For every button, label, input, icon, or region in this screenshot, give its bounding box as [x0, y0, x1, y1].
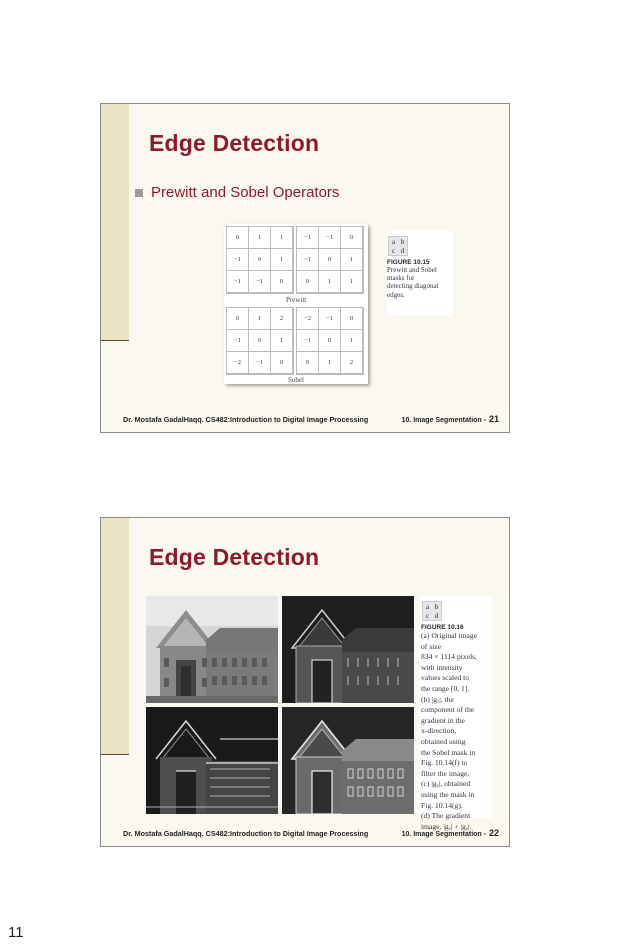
footer-author-course: Dr. Mostafa GadalHaqq. CS482:Introduction to Digital Image Processing	[123, 415, 369, 424]
mask-cell: −1	[249, 271, 271, 293]
caption-line: image, |gₓ| + |gᵧ|.	[421, 821, 472, 831]
mask-cell: −1	[319, 227, 341, 249]
slide-22	[100, 517, 510, 847]
square-bullet-icon	[135, 189, 143, 197]
prewitt-mask-right	[296, 226, 364, 294]
building-photo-gx	[282, 596, 414, 703]
mask-cell: −2	[297, 308, 319, 330]
slide-number: 21	[488, 414, 499, 424]
caption-line: Fig. 10.14(f) to	[421, 758, 468, 768]
panel-letter: c	[391, 246, 396, 255]
mask-cell: 0	[297, 271, 319, 293]
handout-page-number: 11	[8, 924, 24, 941]
mask-cell: 1	[341, 249, 363, 271]
mask-figure-panel	[224, 224, 368, 384]
mask-cell: 1	[319, 352, 341, 374]
footer-section-text: 10. Image Segmentation -	[401, 417, 486, 424]
mask-cell: 0	[249, 249, 271, 271]
caption-line: detecting diagonal	[387, 282, 439, 291]
mask-cell: −1	[249, 352, 271, 374]
caption-line: gradient in the	[421, 715, 465, 725]
building-photo-gradient	[282, 707, 414, 814]
mask-cell: 1	[341, 271, 363, 293]
mask-cell: 1	[271, 227, 293, 249]
prewitt-label: Prewitt	[286, 296, 307, 304]
slide-sidebar	[101, 104, 129, 340]
footer-section	[402, 414, 499, 424]
sobel-mask-right	[296, 307, 364, 375]
mask-cell: 0	[341, 308, 363, 330]
mask-cell: 1	[249, 227, 271, 249]
caption-line: (b) |gₓ|, the	[421, 694, 454, 704]
caption-line: (c) |gᵧ|, obtained	[421, 779, 471, 789]
figure-panel-letters	[388, 236, 408, 256]
slide-21	[100, 103, 510, 433]
panel-letter: d	[400, 246, 405, 255]
caption-line: component of the	[421, 705, 475, 715]
panel-letter: d	[434, 611, 439, 620]
caption-line: the Sobel mask in	[421, 747, 476, 757]
mask-cell: 0	[227, 308, 249, 330]
caption-line: x-direction,	[421, 726, 457, 736]
figure-caption	[420, 596, 492, 831]
mask-cell: 0	[341, 227, 363, 249]
slide-title: Edge Detection	[149, 130, 320, 156]
mask-cell: 1	[319, 271, 341, 293]
mask-cell: 0	[227, 227, 249, 249]
caption-line: (a) Original image	[421, 631, 478, 640]
mask-cell: 0	[319, 330, 341, 352]
caption-line: of size	[421, 641, 442, 651]
building-original-image	[146, 596, 278, 703]
building-photo-gy	[146, 707, 278, 814]
sidebar-divider	[101, 754, 129, 755]
caption-line: Prewitt and Sobel	[387, 266, 437, 274]
figure-caption-text	[387, 266, 453, 299]
building-photo-original	[146, 596, 278, 703]
sidebar-divider	[101, 340, 129, 341]
mask-cell: −2	[227, 352, 249, 374]
building-gy-image	[146, 707, 278, 814]
mask-cell: −1	[297, 249, 319, 271]
building-gradient-image	[282, 707, 414, 814]
caption-line: masks for	[387, 274, 415, 283]
mask-cell: 0	[271, 271, 293, 293]
panel-letter: b	[434, 602, 439, 611]
footer-section-text: 10. Image Segmentation -	[401, 831, 486, 838]
caption-line: 834 × 1114 pixels,	[421, 652, 478, 662]
caption-line: edges.	[387, 290, 405, 299]
footer-author-course: Dr. Mostafa GadalHaqq. CS482:Introduction to Digital Image Processing	[123, 829, 369, 838]
slide-title: Edge Detection	[149, 544, 320, 570]
caption-line: obtained using	[421, 736, 466, 746]
slide-number: 22	[488, 828, 499, 838]
panel-letter: a	[391, 237, 396, 246]
caption-line: using the mask in	[421, 789, 475, 799]
mask-cell: 2	[341, 352, 363, 374]
mask-cell: −1	[297, 227, 319, 249]
footer-section	[402, 828, 499, 838]
sobel-label: Sobel	[288, 376, 304, 384]
mask-cell: 0	[297, 352, 319, 374]
figure-panel-letters	[422, 601, 442, 621]
mask-cell: −1	[227, 271, 249, 293]
figure-title: FIGURE 10.16	[421, 624, 464, 631]
panel-letter: a	[425, 602, 430, 611]
mask-cell: 2	[271, 308, 293, 330]
panel-letter: c	[425, 611, 430, 620]
mask-cell: 1	[341, 330, 363, 352]
caption-line: values scaled to	[421, 673, 470, 683]
mask-cell: −1	[319, 308, 341, 330]
mask-cell: 1	[271, 249, 293, 271]
bullet-text: Prewitt and Sobel Operators	[151, 184, 340, 201]
mask-cell: −1	[227, 249, 249, 271]
mask-cell: 1	[249, 308, 271, 330]
sobel-mask-left	[226, 307, 294, 375]
mask-cell: 1	[271, 330, 293, 352]
caption-line: with intensity	[421, 662, 463, 672]
mask-cell: −1	[297, 330, 319, 352]
caption-line: the range [0, 1].	[421, 683, 470, 693]
caption-line: Fig. 10.14(g).	[421, 800, 463, 810]
mask-cell: 0	[249, 330, 271, 352]
panel-letter: b	[400, 237, 405, 246]
mask-cell: −1	[227, 330, 249, 352]
mask-cell: 0	[271, 352, 293, 374]
building-gx-image	[282, 596, 414, 703]
figure-image-grid	[146, 596, 416, 815]
slide-sidebar	[101, 518, 129, 754]
caption-line: filter the image.	[421, 768, 470, 778]
caption-line: (d) The gradient	[421, 811, 471, 821]
figure-title: FIGURE 10.15	[387, 259, 430, 266]
figure-caption	[387, 231, 453, 315]
figure-caption-text	[421, 631, 492, 832]
prewitt-mask-left	[226, 226, 294, 294]
mask-cell: 0	[319, 249, 341, 271]
bullet-item	[135, 184, 339, 201]
